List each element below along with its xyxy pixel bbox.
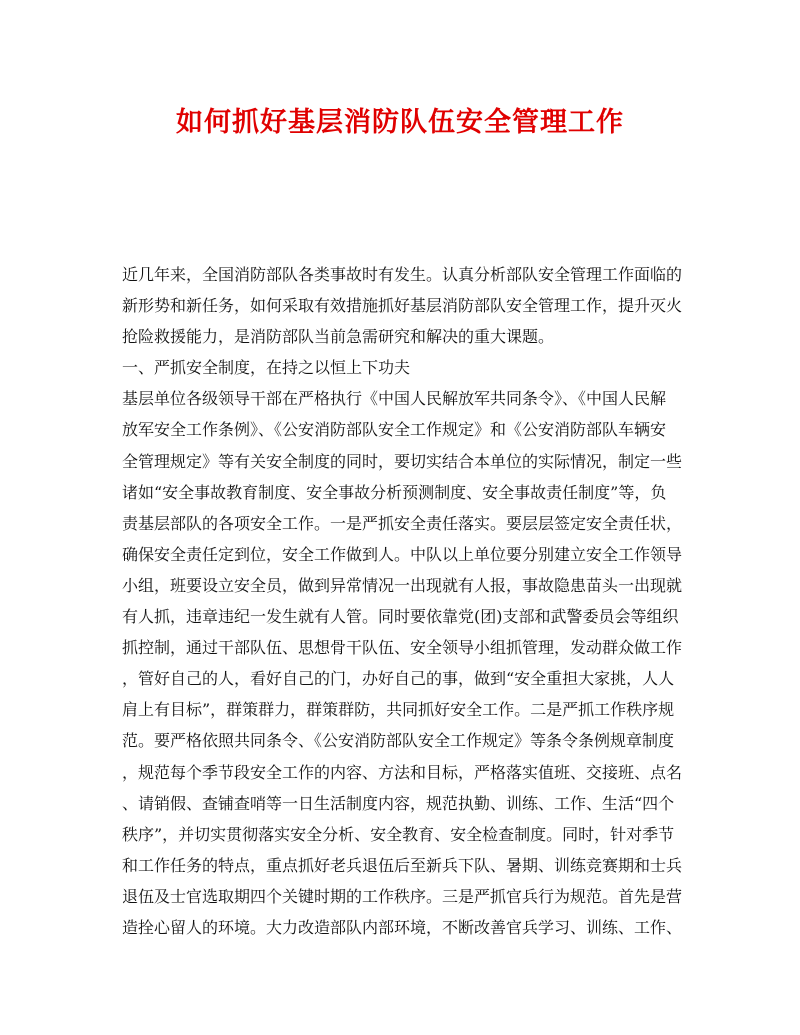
body-line-2: 新形势和新任务，如何采取有效措施抓好基层消防部队安全管理工作，提升灭火: [122, 296, 682, 316]
body-line-7: 全管理规定》等有关安全制度的同时，要切实结合本单位的实际情况，制定一些: [122, 451, 682, 471]
body-line-10: 确保安全责任定到位，安全工作做到人。中队以上单位要分别建立安全工作领导: [122, 544, 682, 564]
document-title: 如何抓好基层消防队伍安全管理工作: [176, 107, 624, 138]
body-line-15: 肩上有目标”，群策群力，群策群防，共同抓好安全工作。二是严抓工作秩序规: [122, 700, 675, 720]
body-line-20: 和工作任务的特点，重点抓好老兵退伍后至新兵下队、暑期、训练竞赛期和士兵: [122, 855, 682, 875]
body-line-17: ，规范每个季节段安全工作的内容、方法和目标，严格落实值班、交接班、点名: [122, 762, 682, 782]
body-line-3: 抢险救援能力，是消防部队当前急需研究和解决的重大课题。: [122, 327, 555, 347]
body-line-1: 近几年来，全国消防部队各类事故时有发生。认真分析部队安全管理工作面临的: [122, 265, 682, 284]
body-line-9: 责基层部队的各项安全工作。一是严抓安全责任落实。要层层签定安全责任状，: [122, 513, 682, 533]
body-line-22: 造拴心留人的环境。大力改造部队内部环境，不断改善官兵学习、训练、工作、: [122, 917, 682, 937]
body-line-19: 秩序”，并切实贯彻落实安全分析、安全教育、安全检查制度。同时，针对季节: [122, 824, 675, 844]
body-line-16: 范。要严格依照共同条令、《公安消防部队安全工作规定》等条令条例规章制度: [122, 731, 675, 751]
body-line-12: 有人抓，违章违纪一发生就有人管。同时要依靠党(团)支部和武警委员会等组织: [122, 607, 679, 627]
body-line-8: 诸如“安全事故教育制度、安全事故分析预测制度、安全事故责任制度”等，负: [122, 482, 667, 502]
body-line-6: 放军安全工作条例》、《公安消防部队安全工作规定》和《公安消防部队车辆安: [122, 420, 667, 440]
body-line-13: 抓控制，通过干部队伍、思想骨干队伍、安全领导小组抓管理，发动群众做工作: [122, 638, 682, 658]
section-heading-1: 一、严抓安全制度，在持之以恒上下功夫: [122, 358, 411, 378]
body-line-5: 基层单位各级领导干部在严格执行《中国人民解放军共同条令》、《中国人民解: [122, 389, 667, 409]
body-line-14: ，管好自己的人，看好自己的门，办好自己的事，做到“安全重担大家挑，人人: [122, 669, 675, 689]
body-line-21: 退伍及士官选取期四个关键时期的工作秩序。三是严抓官兵行为规范。首先是营: [122, 886, 682, 906]
document-body: [122, 259, 682, 943]
body-line-18: 、请销假、查铺查哨等一日生活制度内容，规范执勤、训练、工作、生活“四个: [122, 793, 675, 813]
body-line-11: 小组，班要设立安全员，做到异常情况一出现就有人报，事故隐患苗头一出现就: [122, 575, 682, 595]
